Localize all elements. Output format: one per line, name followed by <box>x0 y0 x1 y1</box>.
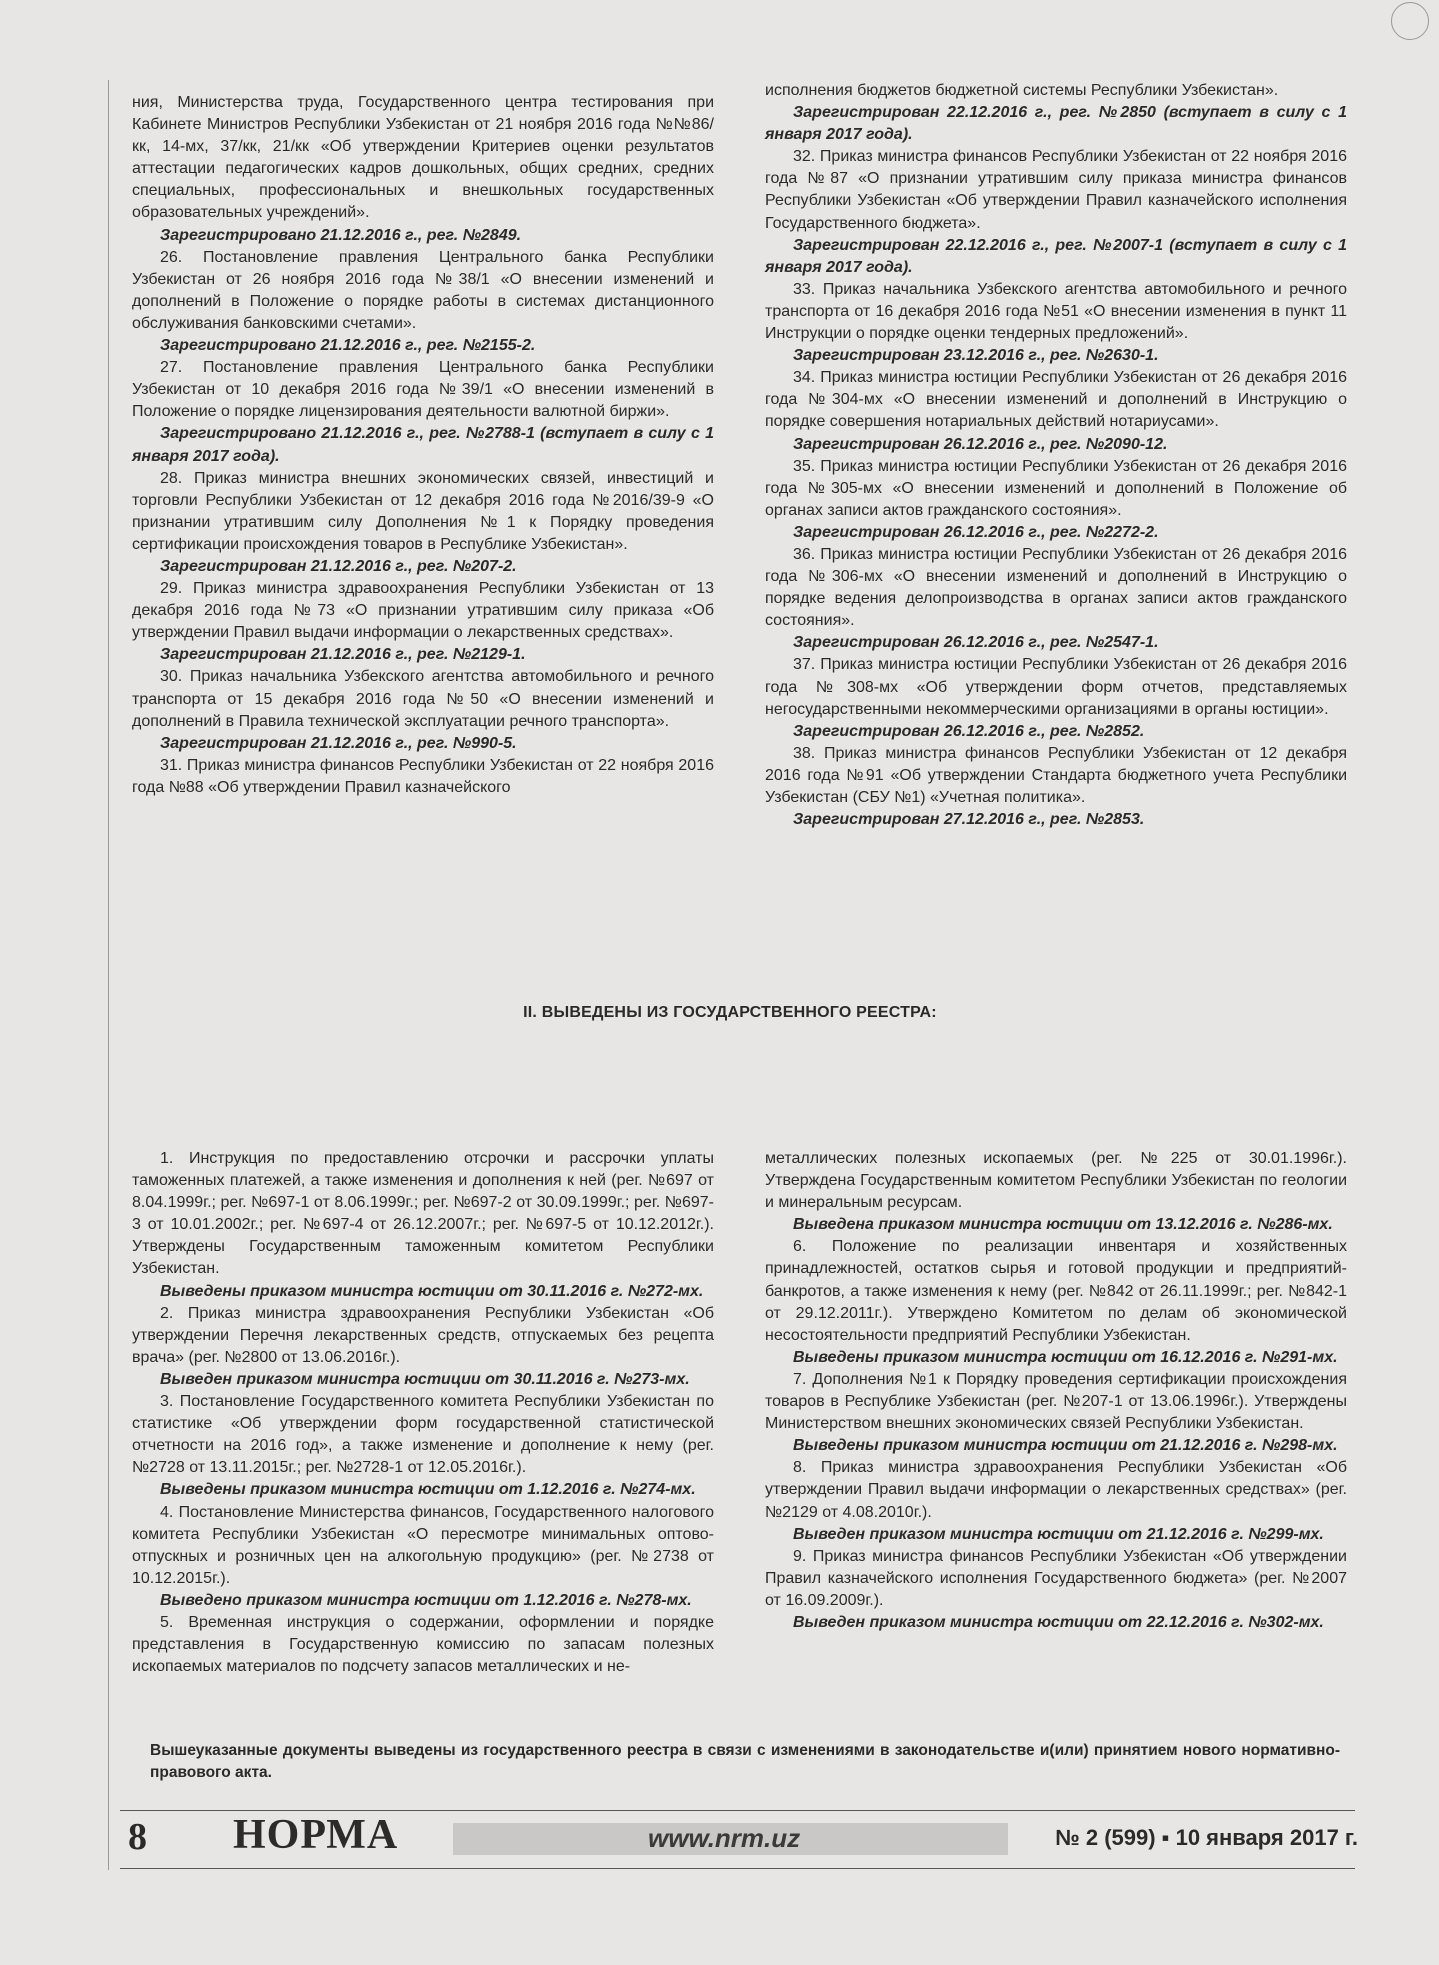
bottom-columns <box>110 1036 1350 1796</box>
registration-note: Зарегистрирован 22.12.2016 г., рег. №2007-1 (вступает в силу с 1 января 2017 года). <box>765 236 1347 276</box>
document-entry: 28. Приказ министра внешних экономических связей, инвестиций и торговли Республики Узбекистан от 12 декабря 2016 года №2016/39-9 «О признании утратившим силу Дополнения №1 к Порядку проведения сертификации происхождения товаров в Республике Узбекистан». <box>132 469 714 553</box>
registration-note: Зарегистрирован 27.12.2016 г., рег. №2853. <box>793 811 1145 829</box>
registration-note: Зарегистрирован 26.12.2016 г., рег. №2272-2. <box>793 523 1159 541</box>
section-heading: II. ВЫВЕДЕНЫ ИЗ ГОСУДАРСТВЕННОГО РЕЕСТРА: <box>523 1004 937 1021</box>
page-footer <box>128 1812 1358 1867</box>
document-entry: 4. Постановление Министерства финансов, Государственного налогового комитета Республики Узбекистан «О пересмотре минимальных оптово-отпускных и розничных цен на алкогольную продукцию» (рег. №2738 от 10.12.2015г.). <box>132 1503 714 1587</box>
document-entry: 33. Приказ начальника Узбекского агентства автомобильного и речного транспорта от 16 декабря 2016 года №51 «О внесении изменения в пункт 11 Инструкции о порядке оценки тендерных предложений». <box>765 280 1347 343</box>
newspaper-logo: НОРМА <box>233 1812 399 1858</box>
document-entry: 6. Положение по реализации инвентаря и хозяйственных принадлежностей, остатков сырья и готовой продукции и предприятий-банкротов, а также изменения к нему (рег. №842 от 26.11.1999г.; рег. №842-1 от 29.12.2011г.). Утверждено Комитетом по делам об экономической несостоятельности предприятий Республики Узбекистан. <box>765 1238 1347 1344</box>
document-entry: 5. Временная инструкция о содержании, оформлении и порядке представления в Государственную комиссию по запасам полезных ископаемых материалов по подсчету запасов металлических и не- <box>132 1613 714 1676</box>
page-number: 8 <box>128 1816 147 1858</box>
registration-note: Выведено приказом министра юстиции от 1.12.2016 г. №278-мх. <box>160 1591 692 1609</box>
registration-note: Зарегистрирован 22.12.2016 г., рег. №2850 (вступает в силу с 1 января 2017 года). <box>765 104 1347 144</box>
document-entry: 1. Инструкция по предоставлению отсрочки и рассрочки уплаты таможенных платежей, а также изменения и дополнения к ней (рег. №697 от 8.04.1999г.; рег. №697-1 от 8.06.1999г.; рег. №697-2 от 30.09.1999г.; рег. №697-3 от 10.01.2002г.; рег. №697-4 от 26.12.2007г.; рег. №697-5 от 10.12.2012г.). Утверждены Государственным таможенным комитетом Республики Узбекистан. <box>132 1150 714 1278</box>
punch-hole <box>1391 2 1429 40</box>
paragraph-continuation: металлических полезных ископаемых (рег. №225 от 30.01.1996г.). Утверждена Государственным комитетом Республики Узбекистан по геологии и минеральным ресурсам. <box>765 1150 1347 1212</box>
registration-note: Зарегистрирован 26.12.2016 г., рег. №2852. <box>793 722 1145 740</box>
document-entry: 2. Приказ министра здравоохранения Республики Узбекистан «Об утверждении Перечня лекарственных средств, отпускаемых без рецепта врача» (рег. №2800 от 13.06.2016г.). <box>132 1304 714 1366</box>
document-entry: 8. Приказ министра здравоохранения Республики Узбекистан «Об утверждении Правил выдачи информации о лекарственных средствах» (рег. №2129 от 4.08.2010г.). <box>765 1459 1347 1521</box>
registration-note: Зарегистрировано 21.12.2016 г., рег. №2788-1 (вступает в силу с 1 января 2017 года). <box>132 425 714 465</box>
closing-note: Вышеуказанные документы выведены из государственного реестра в связи с изменениями в законодательстве и(или) принятием нового нормативно-правового акта. <box>150 1742 1340 1781</box>
registration-note: Выведен приказом министра юстиции от 21.12.2016 г. №299-мх. <box>793 1525 1324 1543</box>
bottom-right-column <box>765 1148 1347 1634</box>
document-entry: 7. Дополнения №1 к Порядку проведения сертификации происхождения товаров в Республике Узбекистан (рег. №207-1 от 13.06.1996г.). Утверждены Министерством внешних экономических связей Республики Узбекистан. <box>765 1370 1347 1433</box>
document-entry: 29. Приказ министра здравоохранения Республики Узбекистан от 13 декабря 2016 года №73 «О признании утратившим силу приказа «Об утверждении Правил выдачи информации о лекарственных средствах». <box>132 580 714 642</box>
top-columns <box>110 82 1350 982</box>
website-url: www.nrm.uz <box>648 1823 801 1853</box>
registration-note: Выведены приказом министра юстиции от 30.11.2016 г. №272-мх. <box>160 1282 704 1300</box>
document-entry: 32. Приказ министра финансов Республики Узбекистан от 22 ноября 2016 года №87 «О признании утратившим силу приказа министра финансов Республики Узбекистан «Об утверждении Правил казначейского исполнения Государственного бюджета». <box>765 148 1347 232</box>
registration-note: Зарегистрирован 21.12.2016 г., рег. №2129-1. <box>160 646 526 664</box>
registration-note: Зарегистрирован 21.12.2016 г., рег. №990-5. <box>160 734 517 752</box>
issue-date: № 2 (599) ▪ 10 января 2017 г. <box>1055 1825 1358 1850</box>
registration-note: Зарегистрировано 21.12.2016 г., рег. №2849. <box>160 226 522 244</box>
top-left-column <box>132 92 714 799</box>
document-entry: 30. Приказ начальника Узбекского агентства автомобильного и речного транспорта от 15 декабря 2016 года №50 «О внесении изменений и дополнений в Правила технической эксплуатации речного транспорта». <box>132 668 714 730</box>
document-entry: 36. Приказ министра юстиции Республики Узбекистан от 26 декабря 2016 года №306-мх «О внесении изменений и дополнений в Инструкцию о порядке ведения делопроизводства в органах записи актов гражданского состояния». <box>765 545 1347 630</box>
document-entry: 34. Приказ министра юстиции Республики Узбекистан от 26 декабря 2016 года №304-мх «О внесении изменений и дополнений в Инструкцию о порядке совершения нотариальных действий нотариусами». <box>765 369 1347 431</box>
document-entry: 38. Приказ министра финансов Республики Узбекистан от 12 декабря 2016 года №91 «Об утверждении Стандарта бюджетного учета Республики Узбекистан (СБУ №1) «Учетная политика». <box>765 744 1347 806</box>
footer-rule-bottom <box>120 1868 1355 1869</box>
document-entry: 9. Приказ министра финансов Республики Узбекистан «Об утверждении Правил казначейского исполнения Государственного бюджета» (рег. №2007 от 16.09.2009г.). <box>765 1547 1347 1609</box>
document-entry: 31. Приказ министра финансов Республики Узбекистан от 22 ноября 2016 года №88 «Об утверждении Правил казначейского <box>132 756 714 796</box>
registration-note: Выведен приказом министра юстиции от 30.11.2016 г. №273-мх. <box>160 1370 690 1388</box>
document-entry: 3. Постановление Государственного комитета Республики Узбекистан по статистике «Об утверждении форм государственной статистической отчетности на 2016 год», а также изменение и дополнение к нему (рег. №2728 от 13.11.2015г.; рег. №2728-1 от 12.05.2016г.). <box>132 1393 714 1477</box>
bottom-left-column <box>132 1148 714 1678</box>
registration-note: Зарегистрирован 26.12.2016 г., рег. №2547-1. <box>793 634 1159 652</box>
registration-note: Выведена приказом министра юстиции от 13.12.2016 г. №286-мх. <box>793 1216 1333 1234</box>
top-right-column <box>765 80 1347 831</box>
registration-note: Зарегистрирован 21.12.2016 г., рег. №207-2. <box>160 557 517 575</box>
registration-note: Выведены приказом министра юстиции от 1.12.2016 г. №274-мх. <box>160 1481 696 1499</box>
registration-note: Выведен приказом министра юстиции от 22.12.2016 г. №302-мх. <box>793 1613 1324 1631</box>
document-entry: 27. Постановление правления Центрального банка Республики Узбекистан от 10 декабря 2016 года №39/1 «О внесении изменений в Положение о порядке лицензирования деятельности валютной биржи». <box>132 359 714 421</box>
paragraph-continuation: исполнения бюджетов бюджетной системы Республики Узбекистан». <box>765 82 1279 99</box>
registration-note: Выведены приказом министра юстиции от 21.12.2016 г. №298-мх. <box>793 1437 1338 1455</box>
document-page <box>110 82 1350 1781</box>
paragraph-continuation: ния, Министерства труда, Государственного центра тестирования при Кабинете Министров Республики Узбекистан от 21 ноября 2016 года №№86/кк, 14-мх, 37/кк, 21/кк «Об утверждении Критериев оценки результатов аттестации педагогических кадров дошкольных, общих средних, средних специальных, профессиональных и внешкольных государственных образовательных учреждений». <box>132 94 714 222</box>
registration-note: Зарегистрировано 21.12.2016 г., рег. №2155-2. <box>160 337 536 355</box>
document-entry: 37. Приказ министра юстиции Республики Узбекистан от 26 декабря 2016 года №308-мх «Об утверждении форм отчетов, представляемых негосударственными некоммерческими организациями в органы юстиции». <box>765 656 1347 718</box>
document-entry: 35. Приказ министра юстиции Республики Узбекистан от 26 декабря 2016 года №305-мх «О внесении изменений и дополнений в Положение об органах записи актов гражданского состояния». <box>765 457 1347 519</box>
document-entry: 26. Постановление правления Центрального банка Республики Узбекистан от 26 ноября 2016 года №38/1 «О внесении изменений и дополнений в Положение о порядке работы в системах дистанционного обслуживания банковскими счетами». <box>132 248 714 332</box>
registration-note: Зарегистрирован 26.12.2016 г., рег. №2090-12. <box>793 435 1168 453</box>
registration-note: Зарегистрирован 23.12.2016 г., рег. №2630-1. <box>793 347 1159 365</box>
registration-note: Выведены приказом министра юстиции от 16.12.2016 г. №291-мх. <box>793 1348 1338 1366</box>
